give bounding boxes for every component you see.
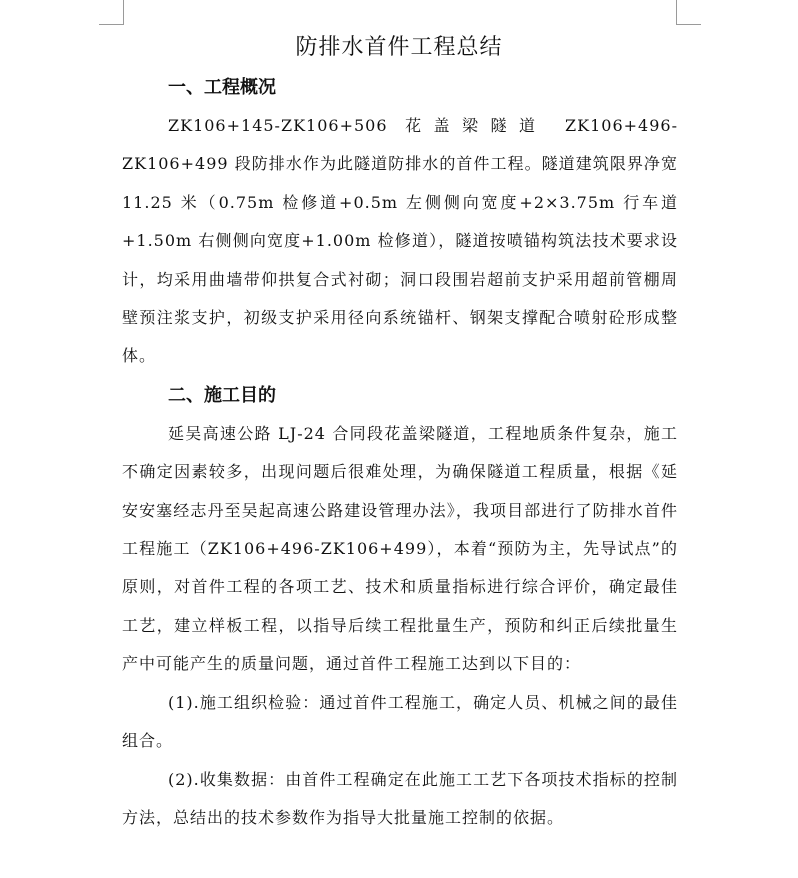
document-title: 防排水首件工程总结	[295, 35, 503, 60]
section-heading-purpose: 二、施工目的	[168, 384, 276, 406]
purpose-item-1: (1).施工组织检验：通过首件工程施工，确定人员、机械之间的最佳组合。	[122, 692, 678, 751]
page-corner-mark-left	[99, 0, 124, 25]
purpose-paragraph: 延吴高速公路 LJ-24 合同段花盖梁隧道，工程地质条件复杂，施工不确定因素较多，出现问题后很难处理，为确保隧道工程质量，根据《延安安塞经志丹至吴起高速公路建设管理办法》，我项目部进行了防排水首件工程施工（ZK106+496-ZK106+499），本着“预防为主，先导试点”的原则，对首件工程的各项工艺、技术和质量指标进行综合评价，确定最佳工艺，建立样板工程，以指导后续工程批量生产，预防和纠正后续批量生产中可能产生的质量问题，通过首件工程施工达到以下目的：	[122, 423, 678, 674]
overview-paragraph: ZK106+145-ZK106+506 花盖梁隧道 ZK106+496-ZK106+499 段防排水作为此隧道防排水的首件工程。隧道建筑限界净宽 11.25 米（0.75m 检修道+0.5m 左侧侧向宽度+2×3.75m 行车道+1.50m 右侧侧向宽度+1.00m 检修道），隧道按喷锚构筑法技术要求设计，均采用曲墙带仰拱复合式衬砌；洞口段围岩超前支护采用超前管棚周壁预注浆支护，初级支护采用径向系统锚杆、钢架支撑配合喷射砼形成整体。	[122, 116, 678, 366]
purpose-item-2: (2).收集数据：由首件工程确定在此施工工艺下各项技术指标的控制方法，总结出的技术参数作为指导大批量施工控制的依据。	[122, 769, 678, 827]
section-heading-overview: 一、工程概况	[168, 77, 276, 98]
page-corner-mark-right	[676, 0, 701, 25]
document-body	[122, 72, 678, 837]
